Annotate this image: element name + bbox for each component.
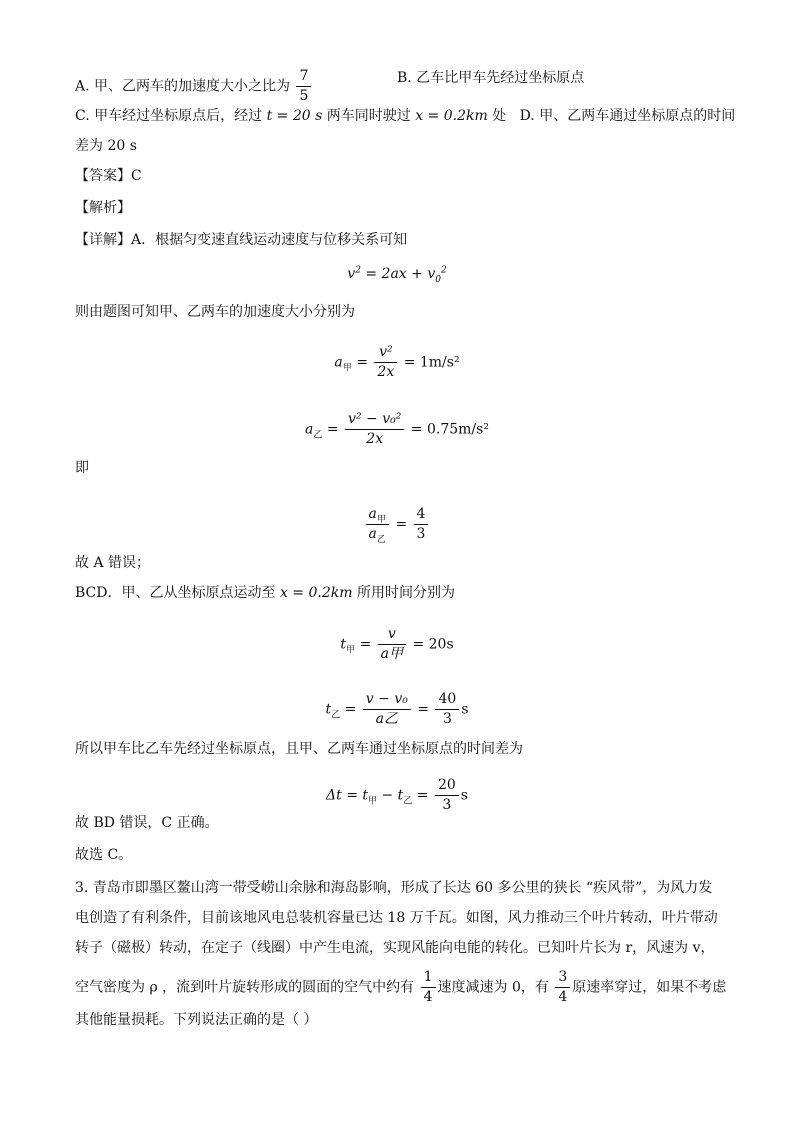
eq-rexp: 2: [440, 265, 447, 276]
eq-lhs: v: [347, 266, 356, 282]
option-b: B. 乙车比甲车先经过坐标原点: [397, 70, 585, 86]
fraction-numerator: v²: [379, 344, 393, 360]
equation-a-yi: $a_乙$ = $\frac{\text{v² − v₀²}}{2x}$ = 0.75m/s²: [305, 411, 489, 447]
ratio-num-sub: 甲: [376, 514, 386, 525]
eq-subscript: 甲: [342, 363, 352, 374]
eq-result: = 0.75m/s²: [410, 421, 489, 438]
fraction-denominator: a乙: [363, 709, 411, 729]
option-a: [75, 67, 313, 106]
fraction-denominator: a甲: [378, 644, 406, 664]
text-bd: 故 BD 错误，C 正确。: [75, 815, 219, 831]
answer-value: C: [131, 168, 142, 184]
equation-t-yi: $t_乙$ = $\frac{\text{v − v₀}}{\text{a乙}}$ = $\frac{40}{3}$ s: [325, 691, 469, 727]
eq-result: = 1m/s²: [403, 354, 460, 371]
eq-fraction: [374, 343, 397, 382]
detail-line: [75, 230, 407, 250]
ratio-den-symbol: a: [368, 526, 377, 542]
fraction-numerator: v − v₀: [365, 691, 408, 707]
option-c-text-3: 处: [492, 108, 507, 124]
eq-symbol: a: [305, 421, 314, 438]
eq-symbol: a: [334, 354, 343, 371]
fraction-denominator: 3: [435, 795, 459, 815]
q3-line-4-text-a: 空气密度为 ρ ，流到叶片旋转形成的圆面的空气中约有: [75, 979, 415, 996]
fraction-denominator: 3: [414, 524, 429, 544]
fraction-denominator: 5: [296, 86, 311, 106]
eq-exp: 2: [355, 265, 361, 276]
bcd-position: x = 0.2km: [279, 585, 353, 601]
fraction-numerator: 4: [416, 506, 426, 522]
eq-symbol: t: [325, 701, 332, 718]
option-d-continued: 差为 20 s: [75, 138, 137, 154]
fraction-numerator: 7: [299, 68, 309, 84]
eq-subscript-1: 甲: [368, 796, 378, 807]
eq-fraction: [378, 625, 406, 664]
eq-lhs: Δt = t: [326, 787, 369, 804]
fraction-denominator: 4: [555, 987, 570, 1007]
fraction-numerator: 20: [437, 777, 456, 793]
equation-velocity-displacement: [0, 264, 794, 284]
eq-symbol: t: [340, 636, 346, 653]
q3-fraction-2: [555, 968, 570, 1007]
q3-line-3: 转子（磁极）转动，在定子（线圈）中产生电流，实现风能向电能的转化。已知叶片长为 r，风速为 v，: [75, 940, 715, 956]
eq-fraction: [363, 690, 411, 729]
option-c-text-2: 两车同时驶过: [326, 108, 411, 124]
eq-rhs: = 2ax + v: [365, 266, 436, 282]
text-acceleration: 则由题图可知甲、乙两车的加速度大小分别为: [75, 304, 355, 320]
option-c: [75, 106, 735, 126]
eq-sub: 0: [435, 274, 441, 285]
text-first: 所以甲车比乙车先经过坐标原点，且甲、乙两车通过坐标原点的时间差为: [75, 741, 523, 757]
equation-a-jia: $a_甲$ = $\frac{\text{v²}}{2x}$ = 1m/s²: [334, 344, 460, 380]
fraction-numerator: 1: [423, 969, 433, 985]
eq-unit: s: [460, 787, 468, 804]
fraction-denominator: 2x: [374, 362, 397, 382]
q3-line-1: 3. 青岛市即墨区鳌山湾一带受崂山余脉和海岛影响，形成了长达 60 多公里的狭长 “疾风带”，为风力发: [75, 880, 713, 896]
option-c-text-1: C. 甲车经过坐标原点后，经过: [75, 108, 263, 124]
ratio-fraction-lhs: [366, 505, 389, 544]
fraction-denominator: 3: [435, 709, 459, 729]
q3-line-2: 电创造了有利条件，目前该地风电总装机容量已达 18 万千瓦。如图，风力推动三个叶片转动，叶片带动: [75, 910, 718, 926]
text-bcd: [75, 583, 455, 603]
eq-subscript: 乙: [313, 430, 323, 441]
detail-text: A．根据匀变速直线运动速度与位移关系可知: [131, 232, 408, 248]
option-d-text-1: D. 甲、乙两车通过坐标原点的时间: [519, 108, 736, 124]
eq-fraction-result: [435, 690, 459, 729]
option-c-time: t = 20 s: [266, 108, 323, 124]
eq-subscript: 乙: [331, 710, 341, 721]
eq-mid: − t: [377, 787, 404, 804]
q3-line-4-text-c: 原速率穿过，如果不考虑: [572, 979, 727, 996]
option-a-fraction: [296, 67, 311, 106]
equation-t-jia: $t_甲$ = $\frac{v}{\text{a甲}}$ = 20s: [340, 626, 454, 662]
bcd-text-1: BCD．甲、乙从坐标原点运动至: [75, 585, 276, 601]
answer-line: [75, 166, 142, 186]
option-a-text: A. 甲、乙两车的加速度大小之比为: [75, 78, 291, 95]
fraction-numerator: 3: [558, 969, 568, 985]
q3-line-4-text-b: 速度减速为 0，有: [437, 979, 549, 996]
ratio-num-symbol: a: [368, 506, 377, 522]
eq-subscript-2: 乙: [403, 796, 413, 807]
eq-fraction: [435, 776, 459, 815]
fraction-denominator: 2x: [345, 429, 404, 449]
option-c-position: x = 0.2km: [415, 108, 488, 124]
equation-ratio: $\frac{a_甲}{a_乙}$ = $\frac{4}{3}$: [0, 505, 794, 544]
detail-tag: 【详解】: [75, 232, 131, 248]
eq-subscript: 甲: [345, 645, 355, 656]
fraction-denominator: 4: [421, 987, 436, 1007]
fraction-numerator: v: [387, 626, 396, 642]
fraction-numerator: 40: [438, 691, 457, 707]
text-a-wrong: 故 A 错误；: [75, 555, 151, 571]
q3-line-5: 其他能量损耗。下列说法正确的是（ ）: [75, 1012, 318, 1028]
ratio-den-sub: 乙: [376, 534, 386, 545]
eq-result: = 20s: [412, 636, 454, 653]
q3-line-4: [75, 968, 726, 1007]
text-choose: 故选 C。: [75, 847, 133, 863]
equation-delta-t: $\Delta t = t_甲 - t_乙$ = $\frac{20}{3}$ s: [326, 777, 468, 813]
ratio-fraction-rhs: [414, 505, 429, 544]
text-ji: 即: [75, 460, 89, 476]
fraction-numerator: v² − v₀²: [348, 411, 402, 427]
answer-tag: 【答案】: [75, 168, 131, 184]
eq-unit: s: [461, 701, 469, 718]
bcd-text-2: 所用时间分别为: [356, 585, 455, 601]
eq-fraction: [345, 410, 404, 449]
analysis-tag: 【解析】: [75, 200, 131, 216]
q3-fraction-1: [421, 968, 436, 1007]
